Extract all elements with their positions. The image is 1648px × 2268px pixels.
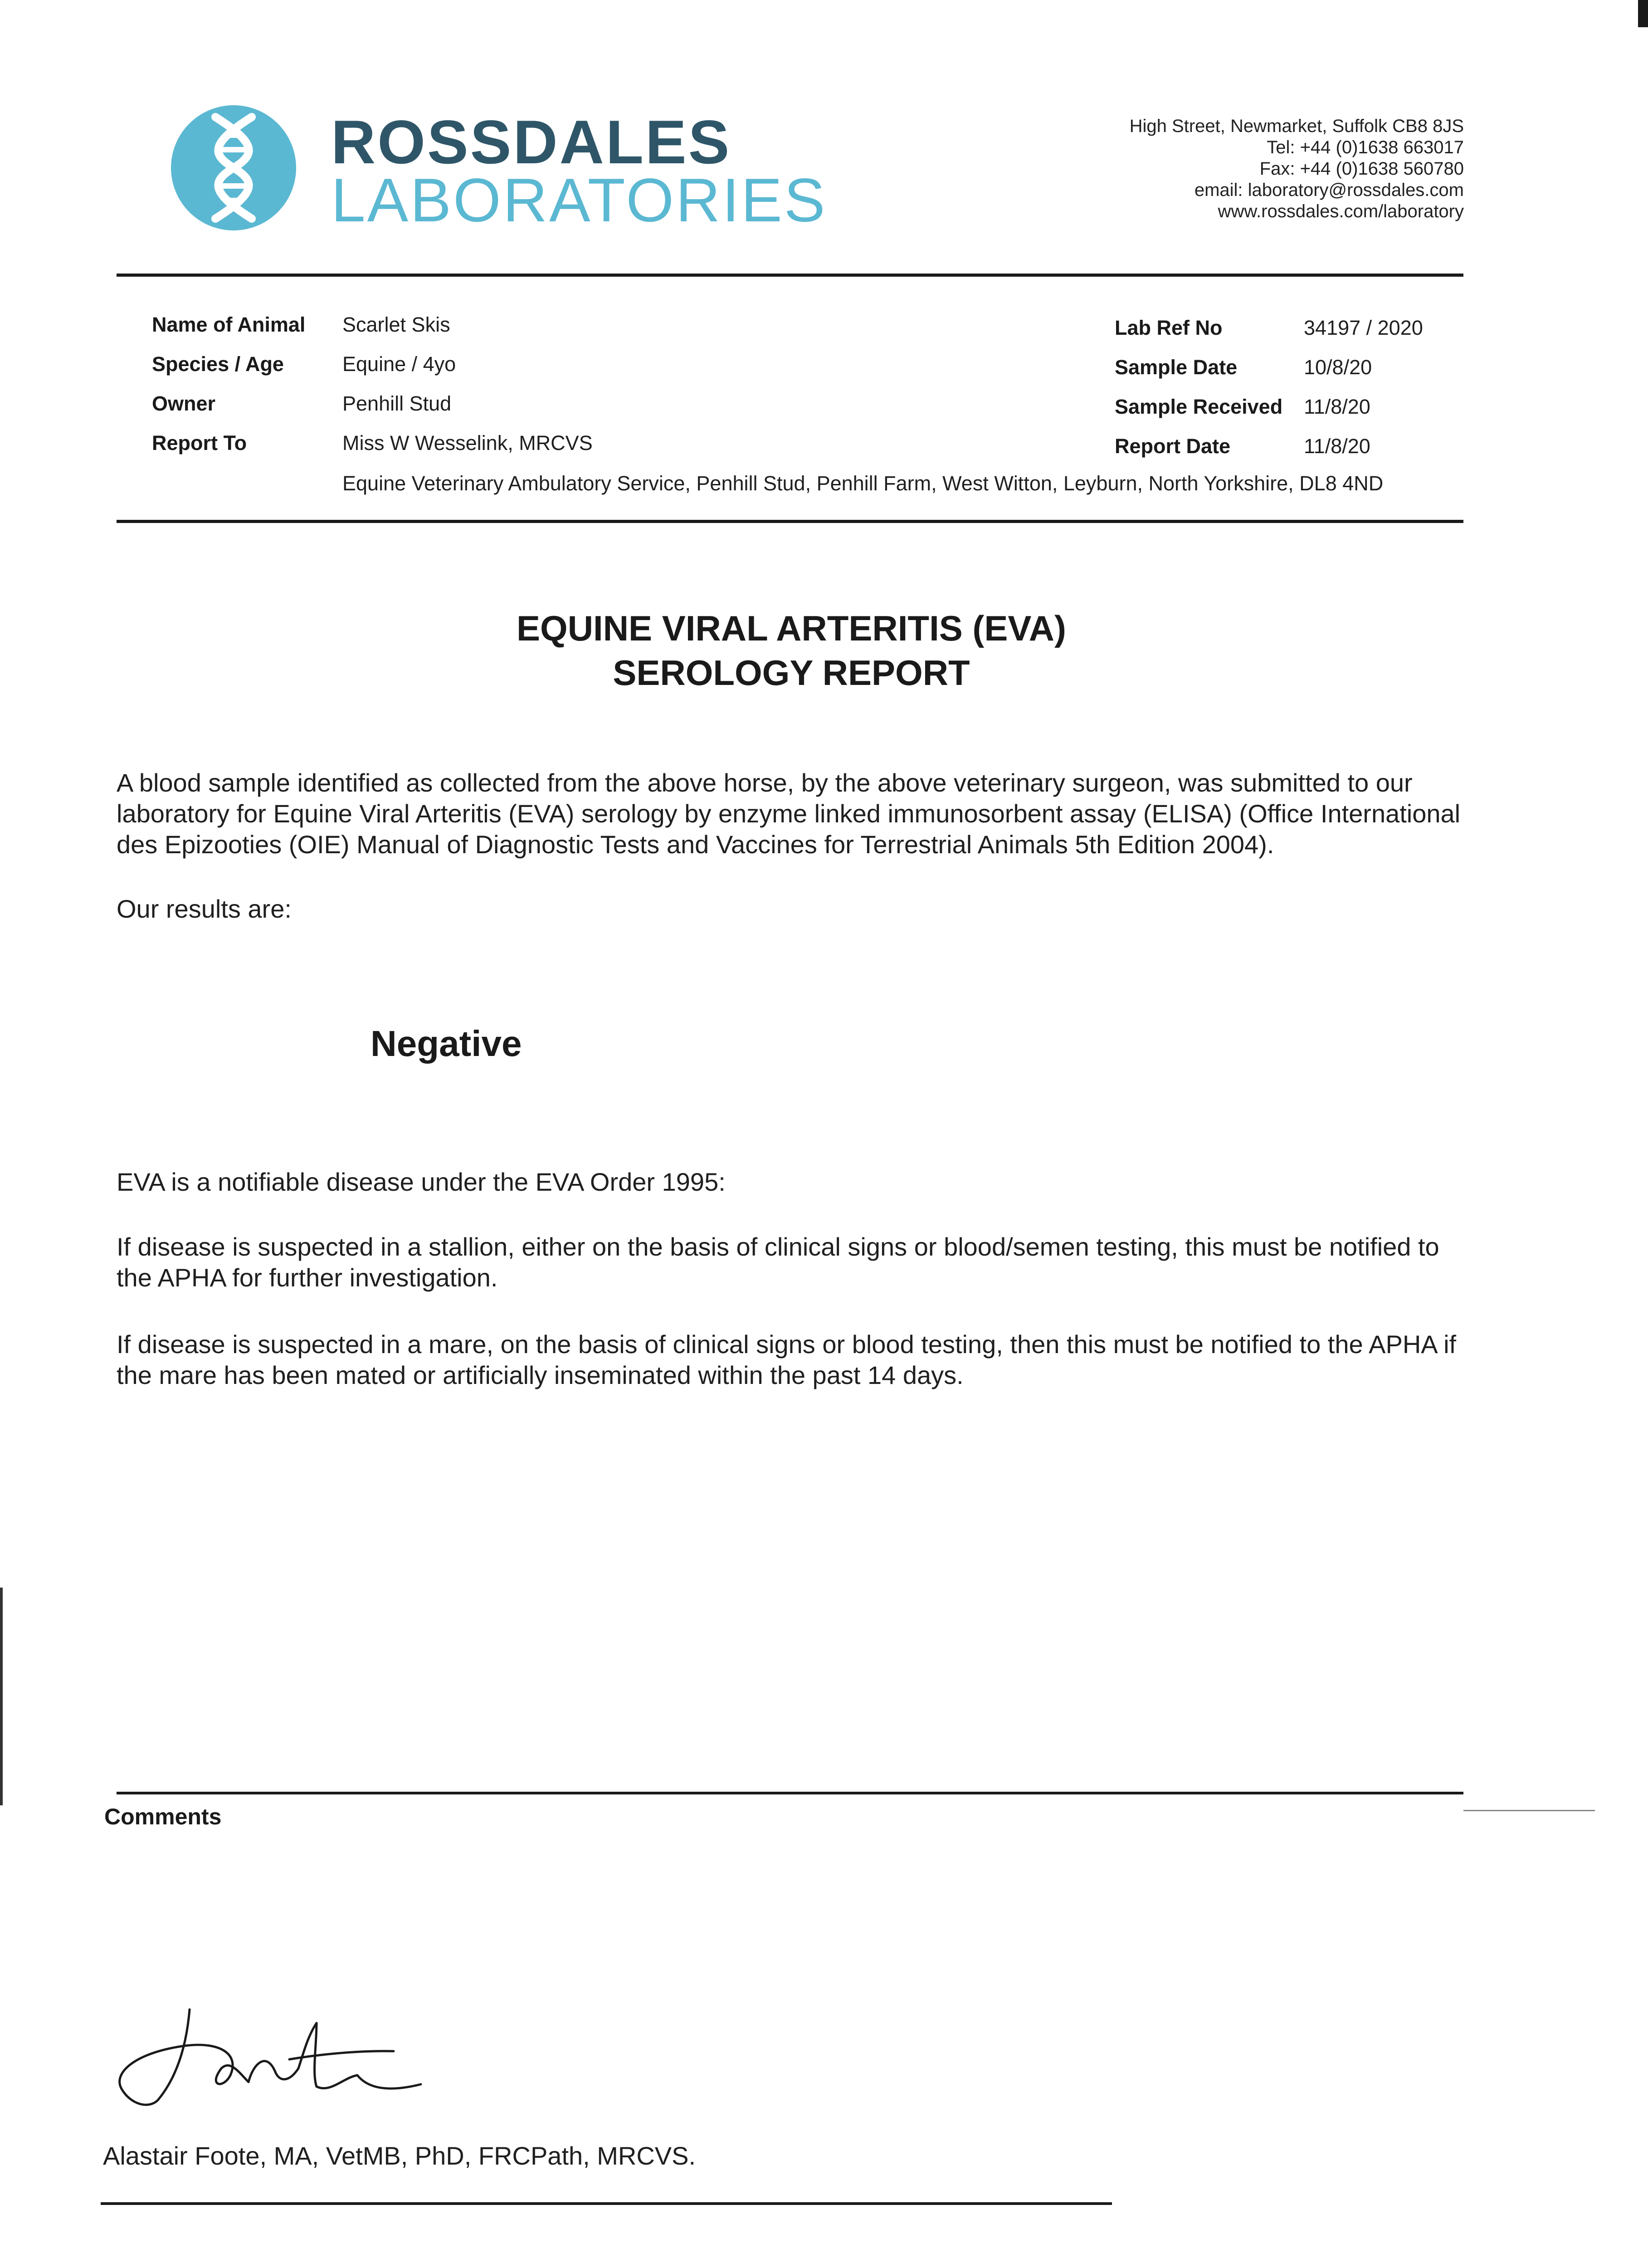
report-to-address: Equine Veterinary Ambulatory Service, Penhill Stud, Penhill Farm, West Witton, Leyburn, North Yorkshire, DL8 4ND (342, 472, 1384, 495)
sample-received-value: 11/8/20 (1304, 395, 1370, 418)
report-date-label: Report Date (1115, 435, 1231, 458)
address-email: email: laboratory@rossdales.com (1194, 180, 1464, 200)
dna-helix-icon (170, 104, 297, 231)
scan-line-artifact (1463, 1810, 1595, 1811)
sample-date-value: 10/8/20 (1304, 356, 1372, 379)
species-age-value: Equine / 4yo (342, 352, 456, 376)
address-fax: Fax: +44 (0)1638 560780 (1259, 159, 1464, 179)
details-divider (117, 520, 1463, 523)
intro-paragraph: A blood sample identified as collected from the above horse, by the above veterinary surgeon, was submitted to our laboratory for Equine Viral Arteritis (EVA) serology by enzyme linked immunosorbent assay (ELISA) (Office International des Epizooties (OIE) Manual of Diagnostic Tests and Vaccines for Terrestrial Animals 5th Edition 2004). (117, 768, 1461, 859)
report-subtitle: SEROLOGY REPORT (613, 653, 970, 693)
results-intro: Our results are: (117, 894, 292, 923)
owner-label: Owner (152, 392, 216, 415)
test-result: Negative (371, 1023, 522, 1064)
mare-note: If disease is suspected in a mare, on the basis of clinical signs or blood testing, then this must be notified to the APHA if the mare has been mated or artificially inseminated within the past 14 days. (117, 1330, 1457, 1389)
scan-edge-artifact (0, 1588, 3, 1805)
header-divider (117, 274, 1463, 277)
notifiable-notice: EVA is a notifiable disease under the EVA Order 1995: (117, 1168, 726, 1196)
address-tel: Tel: +44 (0)1638 663017 (1267, 137, 1464, 157)
address-street: High Street, Newmarket, Suffolk CB8 8JS (1129, 116, 1464, 136)
stallion-note: If disease is suspected in a stallion, either on the basis of clinical signs or blood/semen testing, this must be notified to the APHA for further investigation. (117, 1232, 1439, 1292)
species-age-label: Species / Age (152, 352, 284, 376)
name-of-animal-value: Scarlet Skis (342, 313, 450, 336)
lab-ref-label: Lab Ref No (1115, 316, 1223, 339)
signatory-name: Alastair Foote, MA, VetMB, PhD, FRCPath, MRCVS. (103, 2141, 696, 2170)
handwritten-signature (103, 1996, 457, 2114)
owner-value: Penhill Stud (342, 392, 452, 415)
name-of-animal-label: Name of Animal (152, 313, 306, 336)
report-to-value: Miss W Wesselink, MRCVS (342, 431, 593, 455)
report-to-label: Report To (152, 431, 247, 455)
lab-address (1130, 116, 1464, 222)
report-title: EQUINE VIRAL ARTERITIS (EVA) (517, 608, 1066, 648)
brand-subtitle: LABORATORIES (331, 166, 827, 235)
report-date-value: 11/8/20 (1304, 435, 1370, 458)
scan-edge-artifact (1638, 0, 1648, 27)
sample-received-label: Sample Received (1115, 395, 1283, 418)
sample-date-label: Sample Date (1115, 356, 1238, 379)
address-web: www.rossdales.com/laboratory (1218, 201, 1464, 221)
footer-divider (101, 2202, 1112, 2205)
company-logo (170, 98, 827, 235)
lab-ref-value: 34197 / 2020 (1304, 316, 1423, 339)
brand-name: ROSSDALES (331, 108, 731, 176)
comments-label: Comments (104, 1804, 222, 1829)
comments-divider (117, 1792, 1463, 1794)
